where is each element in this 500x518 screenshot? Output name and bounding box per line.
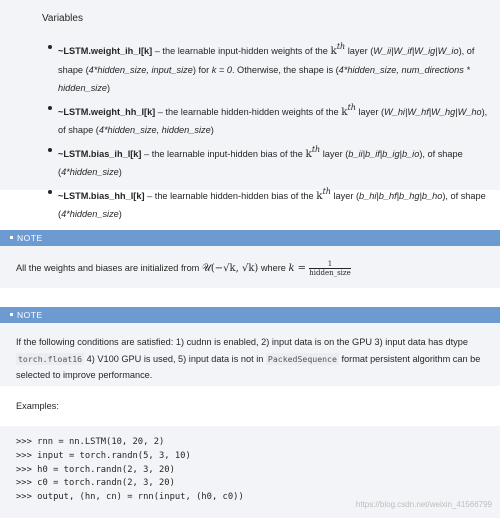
note-label: NOTE [17,233,43,243]
note-body [0,246,500,278]
variable-item [30,38,492,98]
square-icon [10,236,13,239]
desc-text: ) for [192,64,212,75]
bullet-icon [48,45,52,49]
th-sup: th [311,144,321,154]
code-line: >>> output, (hn, cn) = rnn(input, (h0, c0)) [16,492,244,503]
variables-list [30,38,492,225]
fraction-denominator: hidden_size [309,269,351,278]
variable-desc: – the learnable hidden-hidden weights of the [155,106,342,117]
variables-section [0,0,500,219]
desc-text: ) [118,209,122,219]
desc-text: layer ( [330,190,360,201]
note-body [0,323,500,384]
variables-title: Variables [42,13,83,24]
note-text: All the weights and biases are initialized from [16,263,202,273]
note-header [0,230,500,246]
note-box-performance [0,307,500,386]
square-icon [10,313,13,316]
k-symbol: k [305,147,312,160]
variable-name[interactable]: ~LSTM.bias_hh_l[k] [58,190,145,201]
k-symbol: k [341,105,348,118]
inline-code: torch.float16 [18,353,83,364]
inline-code: PackedSequence [267,353,337,364]
k-th-math [341,102,356,118]
note-text: 4) V100 GPU is used, 5) input data is not in [84,353,266,364]
desc-text: ), of shape ( [58,46,475,75]
k-th-math [305,144,321,160]
watermark: https://blog.csdn.net/weixin_41566799 [355,500,492,509]
note-box-init [0,230,500,288]
parts-math: W_hi|W_hf|W_hg|W_ho [384,106,482,117]
variable-desc: – the learnable input-hidden bias of the [141,148,306,159]
note-header [0,307,500,323]
shape-math: 4*hidden_size, num_directions * hidden_size [58,64,470,93]
shape-math: 4*hidden_size [61,167,119,177]
th-sup: th [347,102,356,112]
uniform-dist-math: 𝒰(−√k, √k) [201,263,259,274]
code-text [16,436,484,505]
variable-desc: – the learnable hidden-hidden bias of the [144,190,317,201]
shape-math: 4*hidden_size [61,209,119,219]
fraction-numerator: 1 [309,260,351,269]
variable-item [30,99,492,140]
code-line: >>> h0 = torch.randn(2, 3, 20) [16,464,175,475]
k-symbol: k [316,189,323,202]
th-sup: th [322,186,331,196]
parts-math: b_ii|b_if|b_ig|b_io [348,148,420,159]
variable-name[interactable]: ~LSTM.bias_ih_l[k] [58,148,142,159]
desc-text: ), of shape ( [58,190,486,219]
desc-text: layer ( [320,148,349,159]
shape-math: 4*hidden_size, hidden_size [98,125,211,135]
note-text: format persistent algorithm can be selected to improve performance. [16,353,481,380]
code-line: >>> input = torch.randn(5, 3, 10) [16,450,191,461]
note-text: where [258,263,289,273]
desc-text: ), of shape ( [58,148,463,177]
note-label: NOTE [17,310,43,320]
desc-text: layer ( [345,46,374,56]
th-sup: th [336,42,346,51]
note-text: If the following conditions are satisfied: 1) cudnn is enabled, 2) input data is on the GPU 3) input data has dtype [16,337,468,347]
variable-name[interactable]: ~LSTM.weight_ih_l[k] [58,46,153,56]
desc-text: layer ( [355,106,385,117]
desc-text: ), of shape ( [58,106,488,135]
k-equals-math: k = [288,263,310,274]
desc-text: ) [210,125,214,135]
bullet-icon [48,106,52,110]
parts-math: b_hi|b_hf|b_hg|b_ho [359,190,443,201]
desc-text: ) [107,83,111,93]
cond-math: k = 0 [211,64,232,75]
code-line: >>> c0 = torch.randn(2, 3, 20) [16,478,175,489]
k-th-math [316,186,331,202]
k-symbol: k [330,45,337,57]
variable-item [30,183,492,224]
desc-text: . Otherwise, the shape is ( [231,64,339,75]
desc-text: ) [118,167,122,177]
k-th-math [330,42,346,57]
bullet-icon [48,148,52,152]
variable-item [30,141,492,182]
bullet-icon [48,190,52,194]
parts-math: W_ii|W_if|W_ig|W_io [373,46,459,56]
variable-name[interactable]: ~LSTM.weight_hh_l[k] [58,106,156,117]
shape-math: 4*hidden_size, input_size [88,64,193,75]
variable-desc: – the learnable input-hidden weights of the [152,46,331,56]
examples-label: Examples: [16,401,59,411]
fraction [309,260,351,277]
code-block[interactable] [0,426,500,518]
code-line: >>> rnn = nn.LSTM(10, 20, 2) [16,437,165,447]
